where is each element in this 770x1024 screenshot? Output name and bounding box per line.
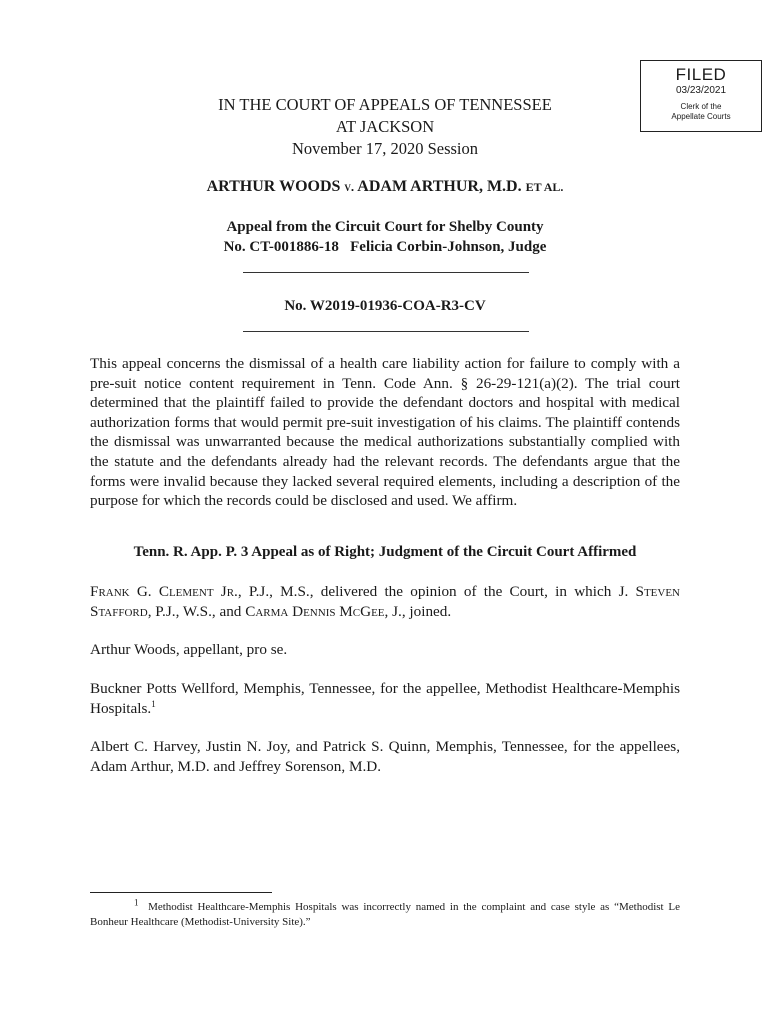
joining-judge-2: Carma Dennis McGee — [245, 602, 385, 620]
footnote-divider — [90, 892, 272, 893]
appeal-from: Appeal from the Circuit Court for Shelby County — [226, 219, 544, 235]
stamp-date: 03/23/2021 — [675, 85, 727, 96]
judge-1-title: , P.J., W.S., and — [147, 602, 246, 620]
disposition: Tenn. R. App. P. 3 Appeal as of Right; Judgment of the Circuit Court Affirmed — [133, 544, 637, 560]
footnote — [90, 897, 681, 930]
opinion-summary: This appeal concerns the dismissal of a health care liability action for failure to comply with a pre-suit notice content requirement in Tenn. Code Ann. § 26-29-121(a)(2). The trial court determined that the plaintiff failed to provide the defendant doctors and hospital with medical authorization forms that would permit pre-suit investigation of his claims. The plaintiff contends the dismissal was unwarranted because the medical authorizations substantially complied with the statute and the defendants already had the relevant records. The defendants argue that the forms were invalid because they lacked several required elements, including a description of the purpose for which the records could be disclosed and used. We affirm. — [90, 355, 680, 510]
case-caption — [90, 178, 680, 196]
footnote-text: Methodist Healthcare-Memphis Hospitals was incorrectly named in the complaint and case style as “Methodist Le Bonheur Healthcare (Methodist-University Site).” — [90, 901, 681, 928]
divider-top — [243, 272, 529, 273]
court-location: AT JACKSON — [335, 117, 435, 136]
stamp-title: FILED — [675, 65, 727, 84]
stamp-line-2: Appellate Courts — [671, 112, 731, 121]
appellant-name: ARTHUR WOODS — [206, 178, 341, 195]
appellee-name: ADAM ARTHUR, M.D. — [357, 178, 522, 195]
counsel-appellee-1-text: Buckner Potts Wellford, Memphis, Tennessee, for the appellee, Methodist Healthcare-Memphis Hospitals. — [90, 680, 680, 717]
divider-bottom — [243, 331, 529, 332]
joining-judge-1: J. Steven Stafford — [90, 583, 680, 620]
counsel-appellee-1 — [90, 679, 680, 718]
trial-court-number: No. CT-001886-18 Felicia Corbin-Johnson, Judge — [223, 239, 547, 255]
session-date: November 17, 2020 Session — [291, 139, 479, 158]
opinion-authorship — [90, 582, 680, 621]
judge-2-title: , J., joined. — [384, 602, 452, 620]
footnote-number: 1 — [134, 897, 139, 908]
versus: v. — [344, 179, 355, 194]
counsel-appellant: Arthur Woods, appellant, pro se. — [90, 641, 288, 658]
stamp-line-1: Clerk of the — [680, 102, 722, 111]
counsel-appellee-2: Albert C. Harvey, Justin N. Joy, and Patrick S. Quinn, Memphis, Tennessee, for the appellees, Adam Arthur, M.D. and Jeffrey Sorenson, M.D. — [90, 738, 680, 775]
author-title: , P.J., M.S., delivered the opinion of the Court, in which — [237, 583, 619, 600]
footnote-ref: 1 — [151, 698, 156, 709]
et-al: ET AL. — [525, 180, 564, 194]
appeal-number: No. W2019-01936-COA-R3-CV — [284, 298, 486, 314]
author-judge: Frank G. Clement Jr. — [90, 583, 238, 600]
court-name: IN THE COURT OF APPEALS OF TENNESSEE — [218, 95, 552, 114]
